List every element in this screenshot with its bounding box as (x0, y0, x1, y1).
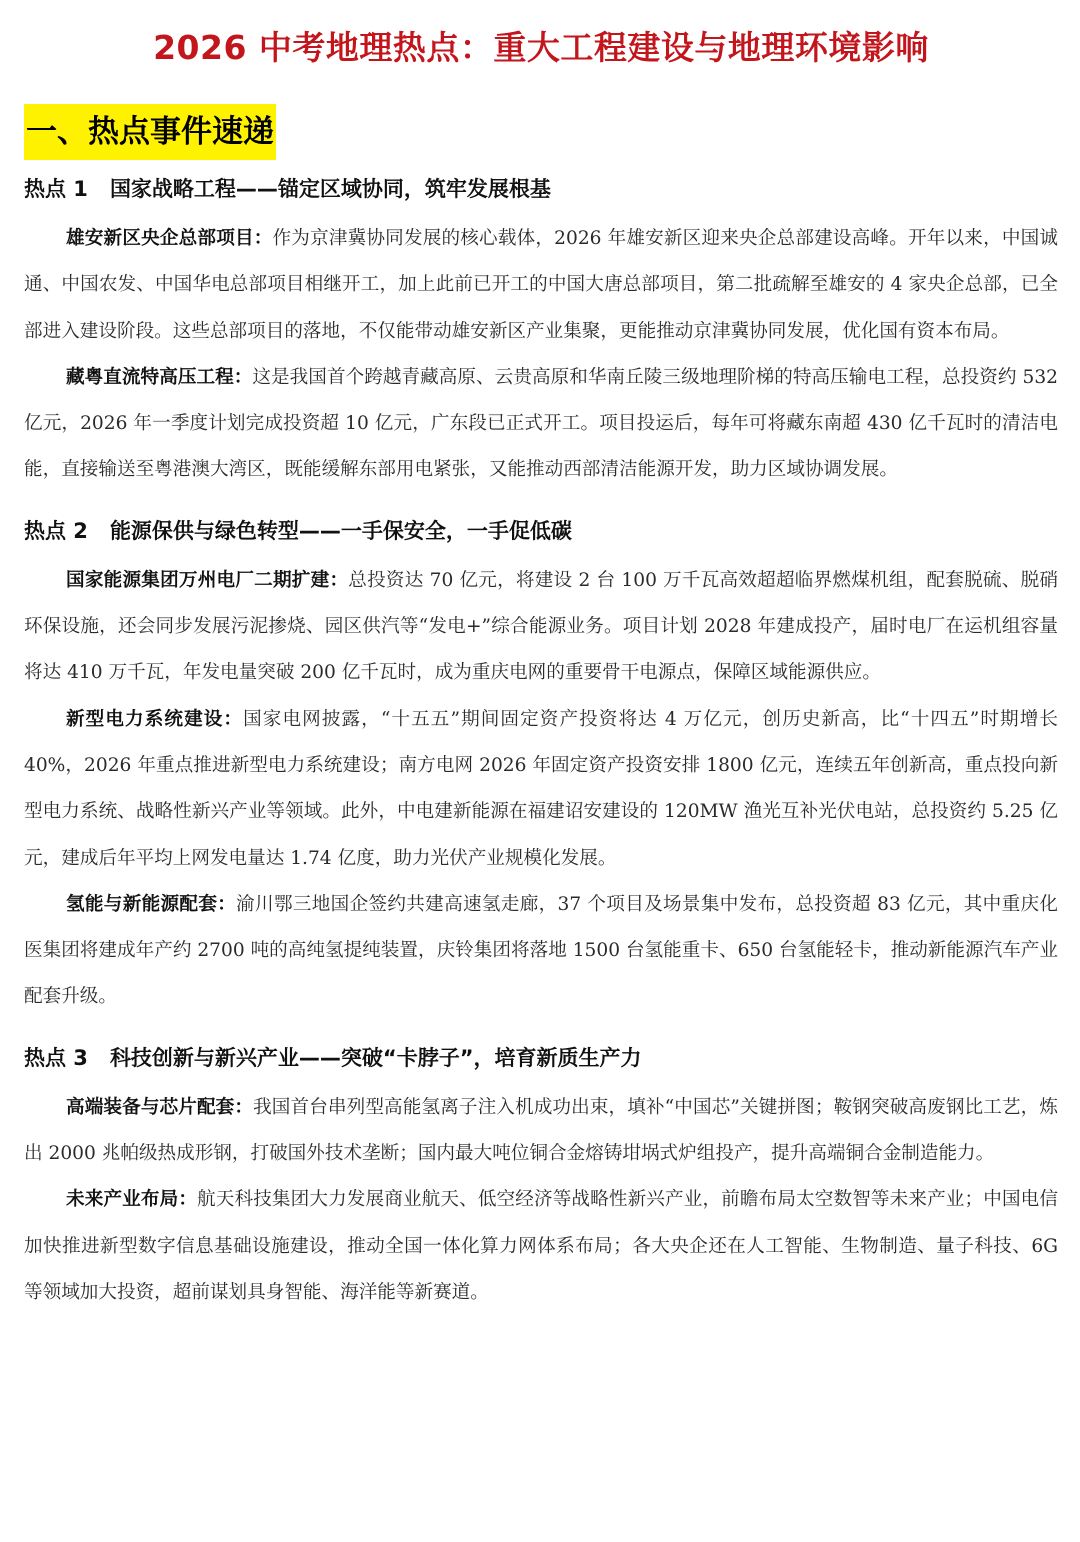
paragraph-lead: 未来产业布局： (66, 1189, 198, 1211)
paragraph-text: 渝川鄂三地国企签约共建高速氢走廊，37 个项目及场景集中发布，总投资超 83 亿元，其中重庆化医集团将建成年产约 2700 吨的高纯氢提纯装置，庆铃集团将落地 1500 台氢能重卡、650 台氢能轻卡，推动新能源汽车产业配套升级。 (24, 893, 1058, 1008)
page-title: 2026 中考地理热点：重大工程建设与地理环境影响 (153, 28, 929, 67)
paragraph (24, 355, 1058, 494)
hotspot-title: 科技创新与新兴产业——突破“卡脖子”，培育新质生产力 (109, 1045, 642, 1070)
paragraph-text: 我国首台串列型高能氢离子注入机成功出束，填补“中国芯”关键拼图；鞍钢突破高废钢比工艺，炼出 2000 兆帕级热成形钢，打破国外技术垄断；国内最大吨位铜合金熔铸坩埚式炉组投产，提升高端铜合金制造能力。 (24, 1096, 1058, 1165)
paragraph-lead: 高端装备与芯片配套： (66, 1096, 254, 1118)
section-heading: 一、热点事件速递 (24, 104, 276, 160)
paragraph-lead: 氢能与新能源配套： (66, 893, 237, 915)
paragraph-text: 总投资达 70 亿元，将建设 2 台 100 万千瓦高效超超临界燃煤机组，配套脱硫、脱硝环保设施，还会同步发展污泥掺烧、园区供汽等“发电+”综合能源业务。项目计划 2028 年建成投产，届时电厂在运机组容量将达 410 万千瓦，年发电量突破 200 亿千瓦时，成为重庆电网的重要骨干电源点，保障区域能源供应。 (24, 569, 1058, 684)
paragraph-lead: 雄安新区央企总部项目： (66, 228, 273, 249)
paragraph (24, 558, 1058, 697)
paragraph (24, 882, 1058, 1021)
paragraph-text: 国家电网披露，“十五五”期间固定资产投资将达 4 万亿元，创历史新高，比“十四五”时期增长 40%，2026 年重点推进新型电力系统建设；南方电网 2026 年固定资产投资安排 1800 亿元，连续五年创新高，重点投向新型电力系统、战略性新兴产业等领域。此外，中电建新能源在福建诏安建设的 120MW 渔光互补光伏电站，总投资约 5.25 亿元，建成后年平均上网发电量达 1.74 亿度，助力光伏产业规模化发展。 (24, 708, 1058, 869)
paragraph-lead: 藏粤直流特高压工程： (66, 366, 253, 388)
paragraph (24, 1085, 1058, 1178)
hotspot-heading (24, 174, 1058, 204)
hotspot-number: 热点 2 (24, 518, 88, 543)
paragraph-text: 这是我国首个跨越青藏高原、云贵高原和华南丘陵三级地理阶梯的特高压输电工程，总投资约 532 亿元，2026 年一季度计划完成投资超 10 亿元，广东段已正式开工。项目投运后，每年可将藏东南超 430 亿千瓦时的清洁电能，直接输送至粤港澳大湾区，既能缓解东部用电紧张，又能推动西部清洁能源开发，助力区域协调发展。 (24, 366, 1058, 481)
hotspot-title: 能源保供与绿色转型——一手保安全，一手促低碳 (109, 518, 572, 543)
hotspot-body (24, 558, 1058, 1021)
paragraph (24, 1177, 1058, 1316)
hotspot-heading (24, 516, 1058, 546)
paragraph-lead: 国家能源集团万州电厂二期扩建： (66, 569, 349, 591)
hotspot-heading (24, 1043, 1058, 1073)
hotspot-title: 国家战略工程——锚定区域协同，筑牢发展根基 (109, 177, 551, 201)
hotspot-body (24, 1085, 1058, 1316)
paragraph-text: 作为京津冀协同发展的核心载体，2026 年雄安新区迎来央企总部建设高峰。开年以来，中国诚通、中国农发、中国华电总部项目相继开工，加上此前已开工的中国大唐总部项目，第二批疏解至雄安的 4 家央企总部，已全部进入建设阶段。这些总部项目的落地，不仅能带动雄安新区产业集聚，更能推动京津冀协同发展，优化国有资本布局。 (24, 228, 1058, 342)
paragraph (24, 216, 1058, 355)
paragraph (24, 697, 1058, 882)
hotspot-body (24, 216, 1058, 494)
hotspot-number: 热点 1 (24, 177, 88, 201)
hotspot-number: 热点 3 (24, 1045, 88, 1070)
paragraph-text: 航天科技集团大力发展商业航天、低空经济等战略性新兴产业，前瞻布局太空数智等未来产业；中国电信加快推进新型数字信息基础设施建设，推动全国一体化算力网体系布局；各大央企还在人工智能、生物制造、量子科技、6G 等领域加大投资，超前谋划具身智能、海洋能等新赛道。 (24, 1189, 1058, 1303)
paragraph-lead: 新型电力系统建设： (66, 708, 244, 730)
